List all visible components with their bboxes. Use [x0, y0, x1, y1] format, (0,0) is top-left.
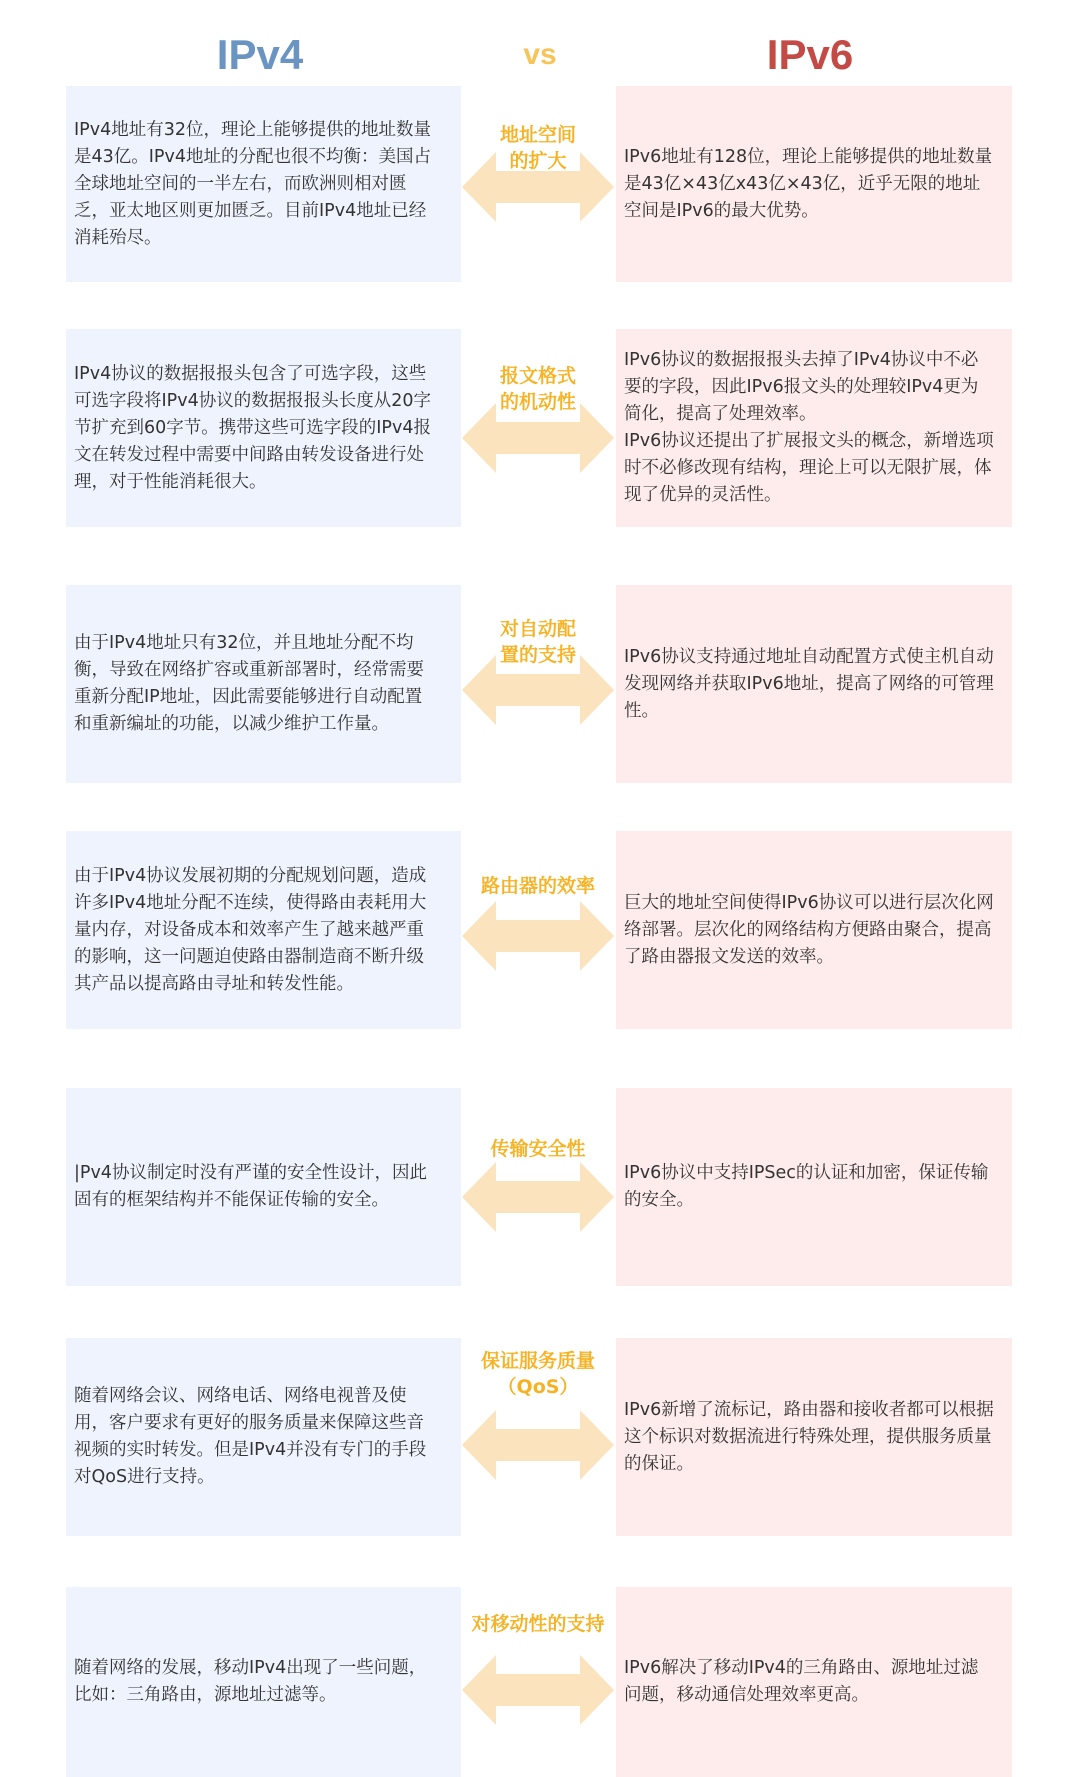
double-arrow-icon — [462, 1406, 614, 1484]
ipv4-description: IPv4地址有32位，理论上能够提供的地址数量是43亿。IPv4地址的分配也很不均衡：美国占全球地址空间的一半左右，而欧洲则相对匮乏，亚太地区则更加匮乏。目前IPv4地址已经消耗殆尽。 — [74, 119, 431, 248]
ipv4-description-box — [66, 1088, 461, 1286]
double-arrow-icon — [462, 1158, 614, 1236]
ipv4-title: IPv4 — [216, 31, 304, 78]
ipv6-description-box — [616, 1088, 1012, 1286]
comparison-row-header-format — [0, 329, 1080, 527]
ipv4-description-box — [66, 585, 461, 783]
ipv6-description-box — [616, 585, 1012, 783]
ipv6-description-box — [616, 831, 1012, 1029]
category-label: 报文格式 的机动性 — [499, 365, 576, 413]
ipv6-description: IPv6解决了移动IPv4的三角路由、源地址过滤问题，移动通信处理效率更高。 — [624, 1658, 979, 1705]
category-label: 地址空间 的扩大 — [499, 124, 576, 172]
ipv6-description-box — [616, 329, 1012, 527]
ipv4-description-box — [66, 1338, 461, 1536]
ipv6-title: IPv6 — [766, 31, 854, 78]
comparison-row-autoconfig — [0, 585, 1080, 783]
ipv4-description-box — [66, 831, 461, 1029]
category-label: 传输安全性 — [490, 1138, 586, 1160]
ipv6-description: IPv6协议的数据报报头去掉了IPv4协议中不必要的字段，因此IPv6报文头的处理较IPv4更为简化，提高了处理效率。 IPv6协议还提出了扩展报文头的概念，新增选项时不必修改现有结构，理论上可以无限扩展，体现了优异的灵活性。 — [624, 350, 994, 505]
category-label: 对移动性的支持 — [471, 1613, 605, 1635]
ipv6-description: IPv6协议中支持IPSec的认证和加密，保证传输的安全。 — [624, 1163, 989, 1210]
ipv4-description-box — [66, 1587, 461, 1777]
ipv4-description: 由于IPv4地址只有32位，并且地址分配不均衡，导致在网络扩容或重新部署时，经常需要重新分配IP地址，因此需要能够进行自动配置和重新编址的功能，以减少维护工作量。 — [74, 633, 424, 734]
ipv4-description-box — [66, 86, 461, 282]
ipv4-description: IPv4协议的数据报报头包含了可选字段，这些可选字段将IPv4协议的数据报报头长度从20字节扩充到60字节。携带这些可选字段的IPv4报文在转发过程中需要中间路由转发设备进行处理，对于性能消耗很大。 — [74, 363, 431, 492]
comparison-row-address-space — [0, 86, 1080, 282]
ipv4-description: 由于IPv4协议发展初期的分配规划问题，造成许多IPv4地址分配不连续，使得路由表耗用大量内存，对设备成本和效率产生了越来越严重的影响，这一问题迫使路由器制造商不断升级其产品以提高路由寻址和转发性能。 — [74, 865, 427, 994]
ipv4-description: |Pv4协议制定时没有严谨的安全性设计，因此固有的框架结构并不能保证传输的安全。 — [74, 1163, 427, 1210]
comparison-row-router-efficiency — [0, 831, 1080, 1029]
comparison-row-qos — [0, 1338, 1080, 1536]
ipv6-description-box — [616, 86, 1012, 282]
ipv6-description: 巨大的地址空间使得IPv6协议可以进行层次化网络部署。层次化的网络结构方便路由聚合，提高了路由器报文发送的效率。 — [624, 892, 994, 967]
ipv4-description: 随着网络的发展，移动IPv4出现了一些问题，比如：三角路由，源地址过滤等。 — [74, 1658, 427, 1705]
category-label: 路由器的效率 — [480, 875, 595, 897]
ipv6-description-box — [616, 1587, 1012, 1777]
ipv6-description: IPv6地址有128位，理论上能够提供的地址数量是43亿×43亿x43亿×43亿，近乎无限的地址空间是IPv6的最大优势。 — [624, 146, 993, 221]
category-label: 保证服务质量 （QoS） — [480, 1350, 595, 1398]
double-arrow-icon — [462, 897, 614, 975]
vs-label: vs — [523, 38, 557, 71]
comparison-row-mobility — [0, 1587, 1080, 1777]
ipv4-description: 随着网络会议、网络电话、网络电视普及使用，客户要求有更好的服务质量来保障这些音视频的实时转发。但是IPv4并没有专门的手段对QoS进行支持。 — [74, 1386, 427, 1487]
double-arrow-icon — [462, 1651, 614, 1729]
ipv6-description: IPv6协议支持通过地址自动配置方式使主机自动发现网络并获取IPv6地址，提高了网络的可管理 性。 — [624, 646, 994, 721]
ipv6-description: IPv6新增了流标记，路由器和接收者都可以根据这个标识对数据流进行特殊处理，提供服务质量的保证。 — [624, 1399, 994, 1474]
category-label: 对自动配 置的支持 — [499, 618, 576, 666]
ipv6-description-box — [616, 1338, 1012, 1536]
ipv4-description-box — [66, 329, 461, 527]
comparison-row-security — [0, 1088, 1080, 1286]
